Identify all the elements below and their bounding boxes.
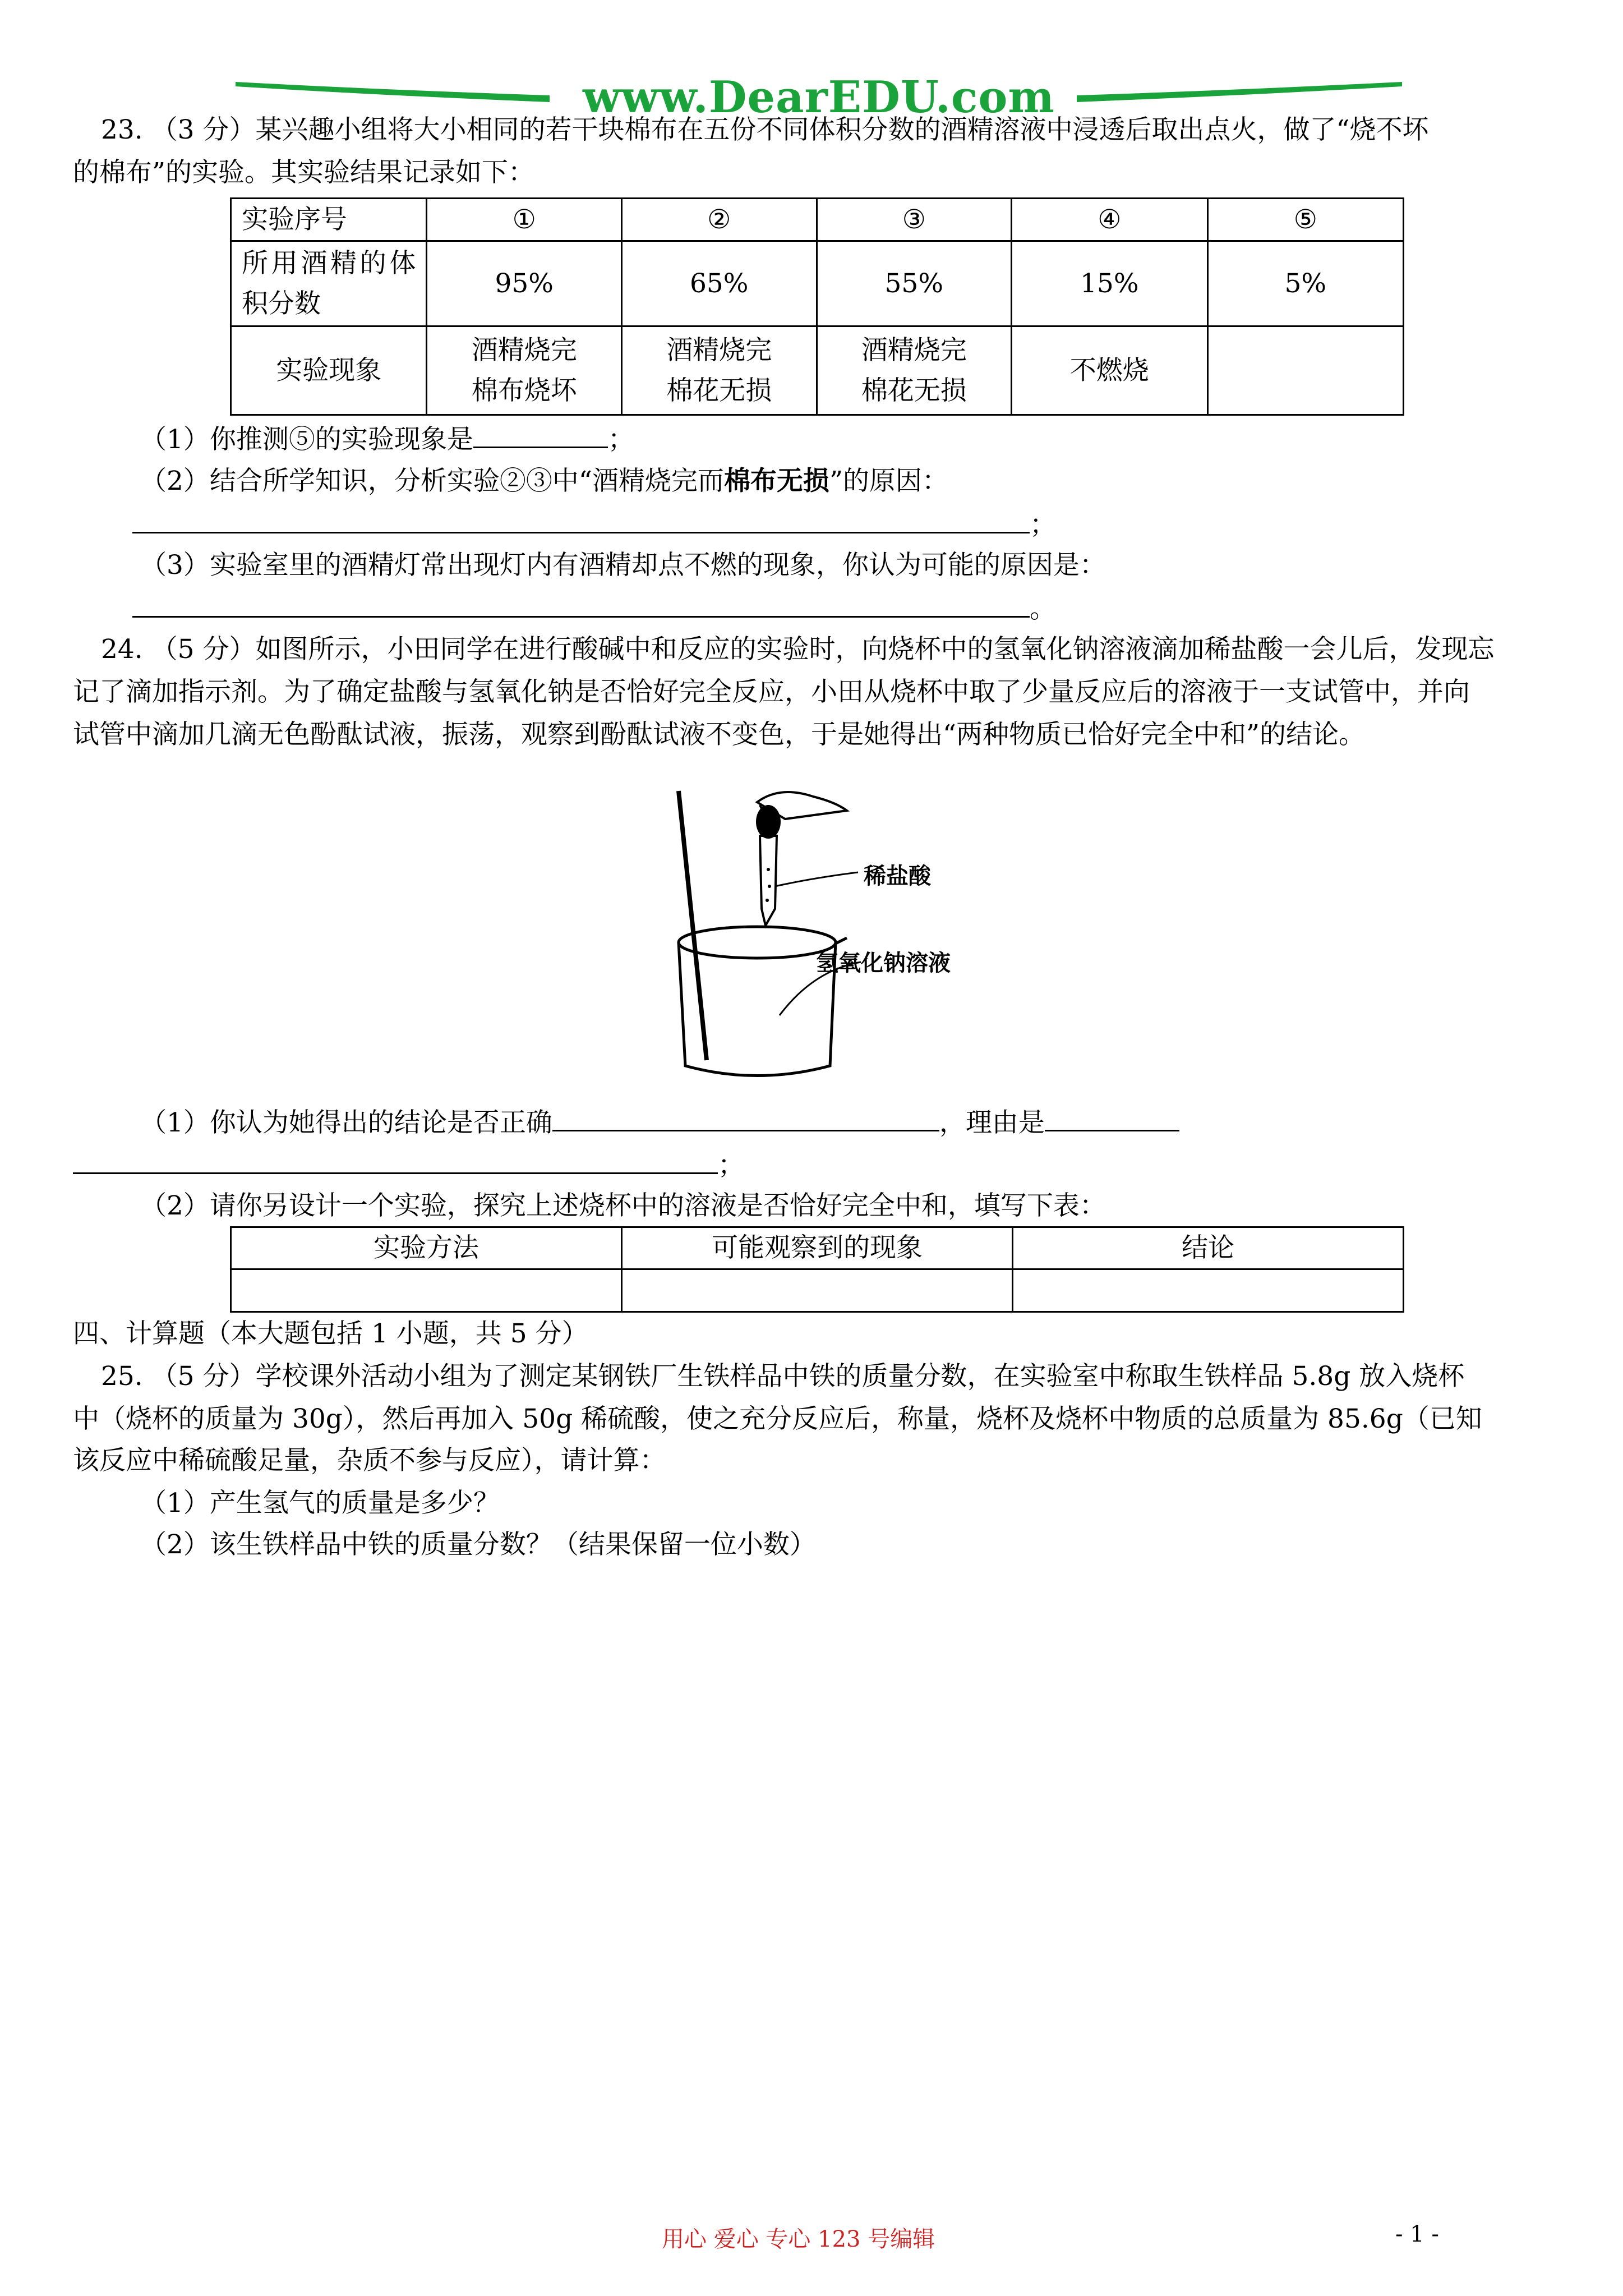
- q23-sub2-suffix: ”的原因：: [829, 466, 948, 496]
- header-observation: 可能观察到的现象: [622, 1227, 1013, 1269]
- cell-header-fraction: 所用酒精的体积分数: [231, 241, 427, 326]
- q23-sub2-blank[interactable]: [132, 507, 1030, 533]
- beaker-dropper-icon: [645, 780, 993, 1083]
- cell-phenomenon-1-b: 棉布烧坏: [471, 375, 577, 406]
- cell-phenomenon-1: [427, 326, 622, 415]
- cell-fraction-4: 15%: [1012, 241, 1208, 326]
- cell-phenomenon-2-a: 酒精烧完: [666, 334, 772, 366]
- q23-sub3-blank[interactable]: [132, 591, 1030, 618]
- cell-phenomenon-3-b: 棉花无损: [861, 375, 967, 406]
- label-dilute-hcl: 稀盐酸: [864, 863, 931, 889]
- cell-seq-2: ②: [621, 199, 817, 241]
- page-number: - 1 -: [1395, 2221, 1439, 2247]
- q23-sub3-answer: [132, 591, 1056, 626]
- footer-text: 用心 爱心 专心 123 号编辑: [662, 2226, 935, 2252]
- q24-sub1-continued: [73, 1148, 744, 1182]
- q24-line-2: 记了滴加指示剂。为了确定盐酸与氢氧化钠是否恰好完全反应，小田从烧杯中取了少量反应后的溶液于一支试管中，并向: [73, 677, 1470, 707]
- q23-sub2-bold: 棉布无损: [723, 466, 829, 496]
- q25-line-2: 中（烧杯的质量为 30g），然后再加入 50g 稀硫酸，使之充分反应后，称量，烧杯及烧杯中物质的总质量为 85.6g（已知: [73, 1404, 1482, 1434]
- section-4-title: 四、计算题（本大题包括 1 小题，共 5 分）: [73, 1318, 588, 1349]
- q24-line-1: 24. （5 分）如图所示，小田同学在进行酸碱中和反应的实验时，向烧杯中的氢氧化钠溶液滴加稀盐酸一会儿后，发现忘: [101, 634, 1495, 665]
- cell-phenomenon-3-a: 酒精烧完: [861, 334, 967, 366]
- label-naoh-solution: 氢氧化钠溶液: [816, 950, 951, 976]
- q24-sub1-text: （1）你认为她得出的结论是否正确: [140, 1107, 552, 1138]
- q24-sub1-blank-3[interactable]: [73, 1148, 718, 1174]
- q23-sub1-blank[interactable]: [473, 422, 608, 448]
- cell-phenomenon-5: [1207, 326, 1403, 415]
- q24-design-table: [230, 1226, 1404, 1313]
- logo-text: www.DearEDU.com: [583, 72, 1055, 123]
- cell-fraction-3: 55%: [817, 241, 1012, 326]
- q23-sub1-end: ；: [607, 424, 634, 455]
- q25-sub1: （1）产生氢气的质量是多少？: [140, 1488, 500, 1519]
- cell-fraction-5: 5%: [1207, 241, 1403, 326]
- q23-sub2-text: （2）结合所学知识，分析实验②③中“酒精烧完而: [140, 466, 724, 496]
- cell-conclusion-input[interactable]: [1013, 1269, 1404, 1312]
- q24-sub1-blank-1[interactable]: [552, 1105, 939, 1131]
- q24-sub1-blank-2[interactable]: [1045, 1105, 1179, 1131]
- q23-sub1-text: （1）你推测⑤的实验现象是: [140, 424, 473, 455]
- cell-phenomenon-1-a: 酒精烧完: [471, 334, 577, 366]
- cell-seq-4: ④: [1012, 199, 1208, 241]
- q24-sub1: [140, 1105, 1179, 1140]
- q24-sub2: （2）请你另设计一个实验，探究上述烧杯中的溶液是否恰好完全中和，填写下表：: [140, 1190, 1106, 1221]
- q24-sub1-mid: ，理由是: [939, 1107, 1045, 1138]
- cell-phenomenon-3: [817, 326, 1012, 415]
- q25-sub2: （2）该生铁样品中铁的质量分数？（结果保留一位小数）: [140, 1529, 816, 1560]
- cell-phenomenon-2-b: 棉花无损: [666, 375, 772, 406]
- q25-line-3: 该反应中稀硫酸足量，杂质不参与反应），请计算：: [73, 1445, 666, 1476]
- q23-results-table: [230, 197, 1404, 416]
- cell-seq-5: ⑤: [1207, 199, 1403, 241]
- q23-line-2: 的棉布”的实验。其实验结果记录如下：: [73, 157, 535, 188]
- q23-sub2-answer: [132, 507, 1056, 542]
- cell-phenomenon-2: [621, 326, 817, 415]
- header-method: 实验方法: [231, 1227, 622, 1269]
- q24-line-3: 试管中滴加几滴无色酚酞试液，振荡，观察到酚酞试液不变色，于是她得出“两种物质已恰好完全中和”的结论。: [73, 719, 1366, 750]
- cell-header-phenomenon: 实验现象: [231, 326, 427, 415]
- q23-sub3: （3）实验室里的酒精灯常出现灯内有酒精却点不燃的现象，你认为可能的原因是：: [140, 550, 1106, 581]
- cell-method-input[interactable]: [231, 1269, 622, 1312]
- q23-sub3-end: 。: [1030, 593, 1056, 624]
- q23-sub2-end: ；: [1030, 509, 1056, 540]
- cell-seq-3: ③: [817, 199, 1012, 241]
- cell-seq-1: ①: [427, 199, 622, 241]
- header-conclusion: 结论: [1013, 1227, 1404, 1269]
- cell-observation-input[interactable]: [622, 1269, 1013, 1312]
- cell-fraction-2: 65%: [621, 241, 817, 326]
- cell-header-seq: 实验序号: [231, 199, 427, 241]
- q25-line-1: 25. （5 分）学校课外活动小组为了测定某钢铁厂生铁样品中铁的质量分数，在实验室中称取生铁样品 5.8g 放入烧杯: [101, 1361, 1465, 1392]
- q23-sub1: [140, 422, 634, 457]
- apparatus-figure: [645, 780, 993, 1083]
- cell-fraction-1: 95%: [427, 241, 622, 326]
- q23-line-1: 23. （3 分）某兴趣小组将大小相同的若干块棉布在五份不同体积分数的酒精溶液中浸透后取出点火，做了“烧不坏: [101, 114, 1429, 145]
- q24-sub1-end: ；: [718, 1150, 744, 1181]
- cell-phenomenon-4: 不燃烧: [1012, 326, 1208, 415]
- q23-sub2: [140, 464, 948, 498]
